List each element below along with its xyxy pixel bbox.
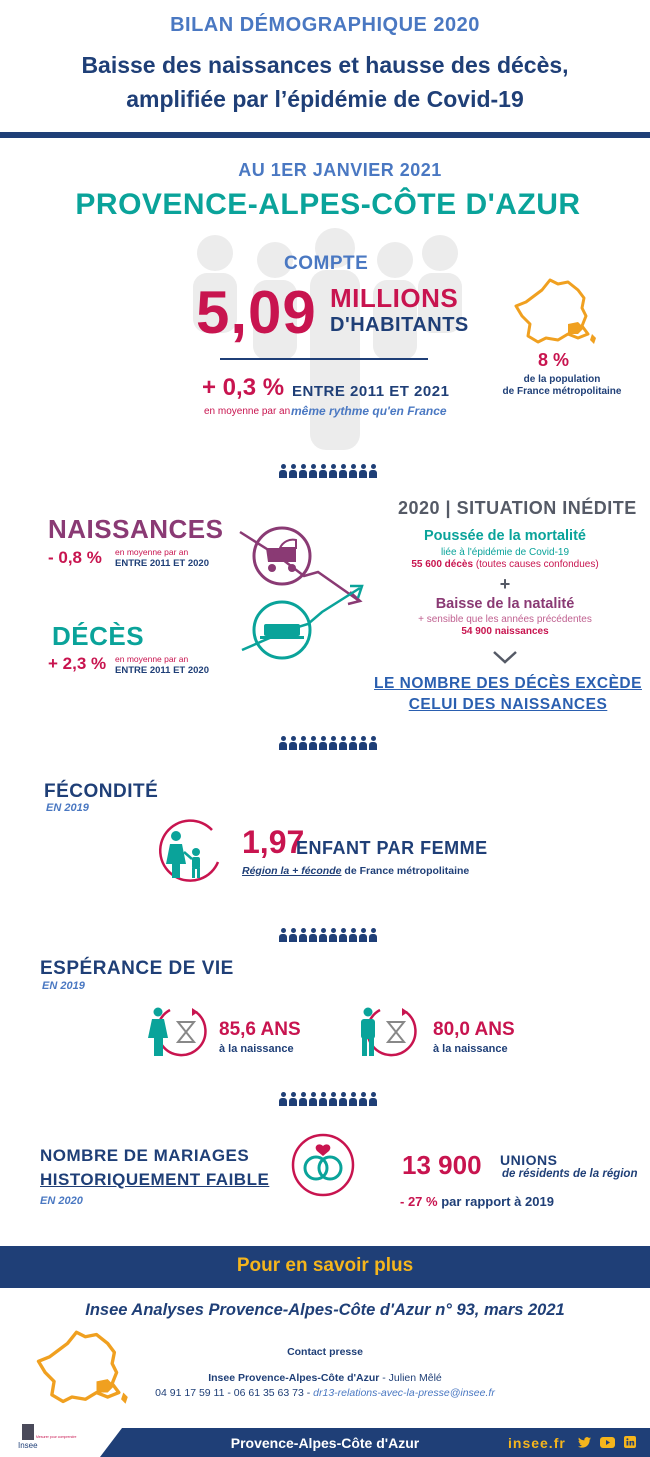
mortality-count: 55 600 décès	[411, 559, 474, 570]
marriages-unit: UNIONS	[500, 1152, 558, 1168]
marriages-title-1: NOMBRE DE MARIAGES	[40, 1146, 250, 1165]
deaths-title: DÉCÈS	[52, 621, 145, 651]
situation-natality-title: Baisse de la natalité	[435, 596, 575, 612]
births-period: ENTRE 2011 ET 2020	[115, 558, 209, 569]
situation-mortality-count	[385, 559, 625, 570]
man-hourglass-icon	[356, 1004, 424, 1060]
population-growth-note: en moyenne par an	[204, 406, 291, 417]
deaths-period: ENTRE 2011 ET 2020	[115, 665, 209, 676]
fertility-note-rest: de France métropolitaine	[341, 865, 470, 877]
men-life-value: 80,0 ANS	[433, 1019, 515, 1040]
situation-natality-note: + sensible que les années précédentes	[418, 614, 592, 625]
separator-people-icon	[279, 928, 377, 942]
more-banner-label: Pour en savoir plus	[236, 1255, 414, 1276]
contact-title: Contact presse	[287, 1346, 363, 1358]
contact-phones: 04 91 17 59 11 - 06 61 35 63 73 -	[155, 1387, 314, 1399]
mortality-count-note: (toutes causes confondues)	[475, 559, 599, 570]
situation-plus: +	[499, 574, 511, 594]
population-share-note-1: de la population	[523, 374, 601, 385]
marriages-change-note: par rapport à 2019	[441, 1194, 554, 1209]
population-unit-2: D'HABITANTS	[330, 314, 469, 336]
marriages-value: 13 900	[402, 1150, 482, 1180]
marriages-unit-note: de résidents de la région	[502, 1168, 638, 1180]
separator-people-icon	[279, 736, 377, 750]
contact-phones-line	[130, 1387, 520, 1399]
population-growth: + 0,3 %	[202, 374, 285, 401]
twitter-icon[interactable]	[578, 1437, 591, 1448]
fertility-title: FÉCONDITÉ	[44, 781, 159, 802]
deaths-value: + 2,3 %	[48, 654, 107, 673]
mother-child-icon	[150, 818, 226, 888]
marriages-change-line	[400, 1194, 554, 1209]
header-kicker: BILAN DÉMOGRAPHIQUE 2020	[170, 14, 480, 36]
insee-logo-tagline: Mesurer pour comprendre	[36, 1435, 77, 1439]
youtube-icon[interactable]	[600, 1437, 615, 1448]
fertility-note	[242, 865, 469, 877]
fertility-year: EN 2019	[46, 802, 89, 814]
footer-site-link[interactable]: insee.fr	[508, 1435, 566, 1451]
population-label: COMPTE	[284, 253, 369, 274]
region-name: PROVENCE-ALPES-CÔTE D'AZUR	[75, 188, 581, 221]
footer-region: Provence-Alpes-Côte d'Azur	[230, 1435, 420, 1451]
life-expectancy-title: ESPÉRANCE DE VIE	[40, 958, 234, 979]
population-share-note-2: de France métropolitaine	[502, 386, 622, 397]
situation-natality-count: 54 900 naissances	[461, 626, 549, 637]
separator-people-icon	[279, 464, 377, 478]
fertility-value: 1,97	[242, 824, 305, 860]
population-value: 5,09	[196, 279, 317, 346]
fertility-unit: ENFANT PAR FEMME	[296, 838, 488, 858]
marriages-year: EN 2020	[40, 1195, 83, 1207]
population-share: 8 %	[538, 350, 570, 370]
contact-name: - Julien Mêlé	[379, 1372, 442, 1384]
contact-email-link[interactable]: dr13-relations-avec-la-presse@insee.fr	[313, 1387, 495, 1399]
population-unit-1: MILLIONS	[330, 283, 459, 313]
contact-org: Insee Provence-Alpes-Côte d'Azur	[208, 1372, 380, 1384]
births-note: en moyenne par an	[115, 547, 189, 557]
header-title-line1: Baisse des naissances et hausse des décès,	[81, 52, 569, 78]
france-map-icon	[512, 278, 598, 346]
births-title: NAISSANCES	[48, 514, 224, 544]
situation-title: 2020 | SITUATION INÉDITE	[398, 498, 637, 518]
situation-mortality-title: Poussée de la mortalité	[424, 528, 586, 544]
woman-hourglass-icon	[146, 1004, 214, 1060]
births-deaths-trend-icon	[238, 520, 378, 670]
women-life-note: à la naissance	[219, 1043, 294, 1055]
separator-people-icon	[279, 1092, 377, 1106]
header-title-line2: amplifiée par l’épidémie de Covid-19	[126, 86, 524, 112]
header-divider	[0, 132, 650, 138]
marriages-title-2: HISTORIQUEMENT FAIBLE	[40, 1170, 270, 1189]
men-life-note: à la naissance	[433, 1043, 508, 1055]
population-period: ENTRE 2011 ET 2021	[292, 383, 450, 400]
situation-mortality-note: liée à l'épidémie de Covid-19	[440, 547, 570, 558]
contact-line	[150, 1372, 500, 1384]
france-map-icon	[34, 1330, 130, 1406]
population-divider	[220, 358, 428, 360]
deaths-note: en moyenne par an	[115, 654, 189, 664]
situation-conclusion-2: CELUI DES NAISSANCES	[408, 696, 608, 713]
fertility-note-link: Région la + féconde	[242, 865, 342, 877]
wedding-rings-icon	[286, 1132, 360, 1198]
life-expectancy-year: EN 2019	[42, 980, 85, 992]
insee-logo	[14, 1424, 84, 1454]
chevron-down-icon	[492, 650, 518, 664]
marriages-change: - 27 %	[400, 1194, 438, 1209]
women-life-value: 85,6 ANS	[219, 1019, 301, 1040]
publication-link[interactable]: Insee Analyses Provence-Alpes-Côte d'Azur n° 93, mars 2021	[85, 1301, 565, 1319]
births-value: - 0,8 %	[48, 548, 102, 567]
situation-conclusion-1: LE NOMBRE DES DÉCÈS EXCÈDE	[374, 675, 642, 692]
population-rhythm: même rythme qu'en France	[291, 404, 447, 418]
linkedin-icon[interactable]	[624, 1436, 636, 1448]
region-date: AU 1ER JANVIER 2021	[238, 160, 442, 180]
insee-logo-mark	[22, 1424, 34, 1440]
insee-logo-text: Insee	[18, 1441, 38, 1450]
